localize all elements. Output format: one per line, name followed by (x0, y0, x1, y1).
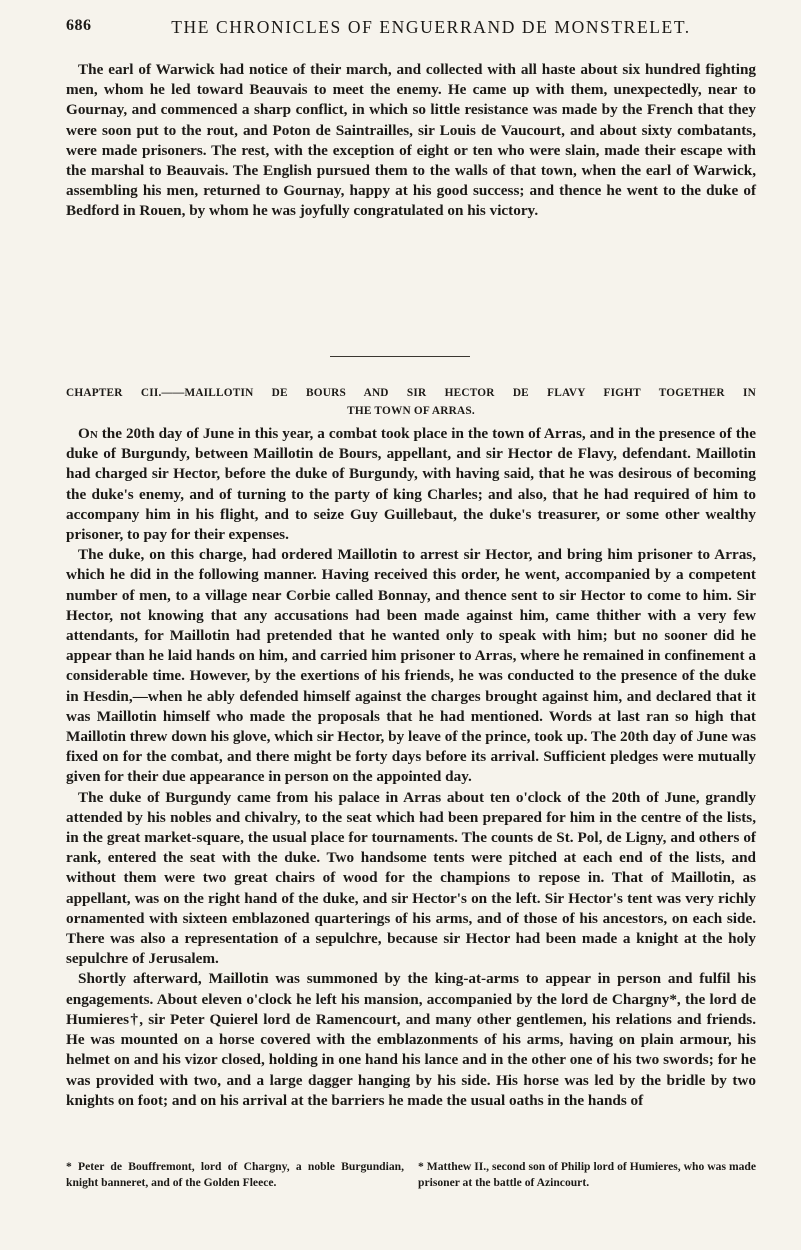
chapter-paragraph-3: The duke of Burgundy came from his palace in Arras about ten o'clock of the 20th of June, grandly attended by his nobles and chivalry, to the seat which had been prepared for him in the centre of the lists, in the great market-square, the usual place for tournaments. The counts de St. Pol, de Ligny, and others of rank, entered the seat with the duke. Two handsome tents were pitched at each end of the lists, and without them were two great chairs of wood for the champions to repose in. That of Maillotin, as appellant, was on the right hand of the duke, and sir Hector's on the left. Sir Hector's tent was very richly ornamented with sixteen emblazoned quarterings of his arms, and of those of his ancestors, on each side. There was also a representation of a sepulchre, because sir Hector had been made a knight at the holy sepulchre of Jerusalem. (66, 788, 756, 968)
chapter-body (66, 424, 756, 1111)
chapter-heading-line-2: THE TOWN OF ARRAS. (347, 404, 475, 417)
opening-paragraph: The earl of Warwick had notice of their march, and collected with all haste about six hundred fighting men, whom he led toward Beauvais to meet the enemy. He came up with them, unexpectedly, near to Gournay, and commenced a sharp conflict, in which so little resistance was made by the French that they were soon put to the rout, and Poton de Saintrailles, sir Louis de Vaucourt, and about sixty combatants, were made prisoners. The rest, with the exception of eight or ten who were slain, made their escape with the marshal to Beauvais. The English pursued them to the walls of that town, when the earl of Warwick, assembling his men, returned to Gournay, happy at his good success; and thence he went to the duke of Bedford in Rouen, by whom he was joyfully congratulated on his victory. (66, 61, 756, 220)
chapter-paragraph-1 (66, 424, 756, 545)
running-title: THE CHRONICLES OF ENGUERRAND DE MONSTRELET. (171, 17, 691, 37)
chapter-paragraph-2: The duke, on this charge, had ordered Maillotin to arrest sir Hector, and bring him prisoner to Arras, which he did in the following manner. Having received this order, he went, accompanied by a competent number of men, to a village near Corbie called Bonnay, and thence sent to sir Hector to come to him. Sir Hector, not knowing that any accusations had been made against him, came thither with a very few attendants, for Maillotin had pretended that he wanted only to speak with him; but no sooner did he appear than he laid hands on him, and carried him prisoner to Arras, where he remained in confinement a considerable time. However, by the exertions of his friends, he was conducted to the presence of the duke in Hesdin,—when he ably defended himself against the charges brought against him, and declared that it was Maillotin himself who made the proposals that he had mentioned. Words at last ran so high that Maillotin threw down his glove, which sir Hector, by leave of the prince, took up. The 20th day of June was fixed on for the combat, and there might be forty days before its arrival. Sufficient pledges were mutually given for their due appearance in person on the appointed day. (66, 546, 756, 786)
footnote-right: * Matthew II., second son of Philip lord of Humieres, who was made prisoner at the battle of Azincourt. (418, 1160, 756, 1189)
page-number: 686 (66, 17, 92, 34)
footnote-left: * Peter de Bouffremont, lord of Chargny, a noble Burgundian, knight banneret, and of the Golden Fleece. (66, 1160, 404, 1189)
running-head (66, 17, 756, 39)
opening-paragraph-block (66, 60, 756, 222)
chapter-heading (66, 385, 756, 420)
chapter-heading-line-1: CHAPTER CII.——MAILLOTIN DE BOURS AND SIR HECTOR DE FLAVY FIGHT TOGETHER IN (66, 387, 756, 399)
chapter-paragraph-4: Shortly afterward, Maillotin was summoned by the king-at-arms to appear in person and fulfil his engagements. About eleven o'clock he left his mansion, accompanied by the lord de Chargny*, the lord de Humieres†, sir Peter Quierel lord de Ramencourt, and many other gentlemen, his relations and friends. He was mounted on a horse covered with the emblazonments of his arms, having on plain armour, his helmet on and his vizor closed, holding in one hand his lance and in the other one of his two swords; for he was provided with two, and a large dagger hanging by his side. His horse was led by the bridle by two knights on foot; and on his arrival at the barriers he made the usual oaths in the hands of (66, 970, 756, 1109)
section-divider (330, 356, 470, 357)
chapter-paragraph-1-text: the 20th day of June in this year, a combat took place in the town of Arras, and in the presence of the duke of Burgundy, between Maillotin de Bours, appellant, and sir Hector de Flavy, defendant. Maillotin had charged sir Hector, before the duke of Burgundy, with having said, that he was desirous of becoming the duke's enemy, and of turning to the party of king Charles; and also, that he had required of him to accompany him in his flight, and to seize Guy Guillebaut, the duke's treasurer, or some other wealthy prisoner, to pay for their expenses. (66, 425, 756, 544)
chapter-first-word: On (78, 425, 98, 442)
